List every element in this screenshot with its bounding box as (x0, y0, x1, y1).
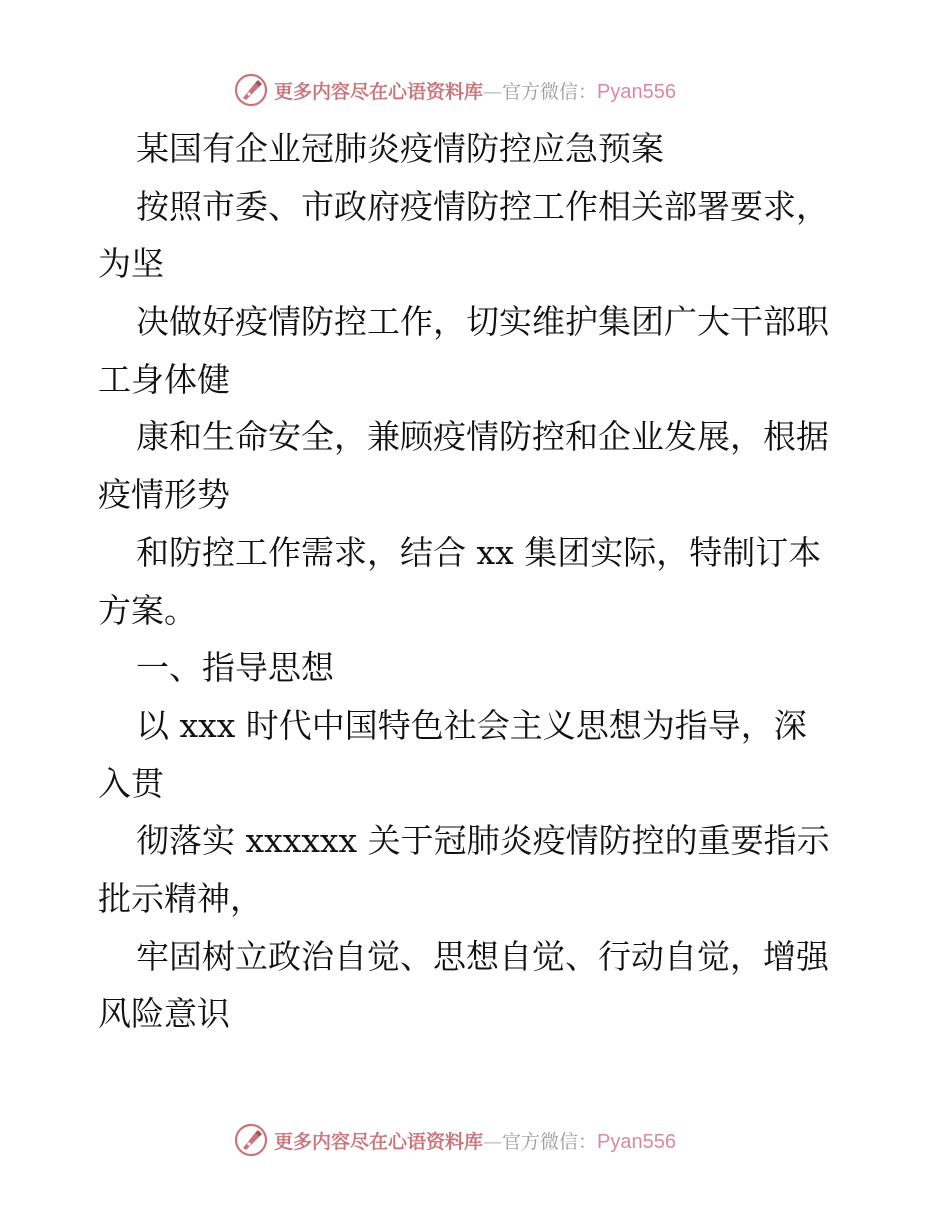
watermark-separator: — (483, 1130, 503, 1153)
watermark-lead-text: 更多内容尽在心语资料库 (274, 80, 484, 103)
doc-line: 批示精神， (98, 878, 263, 918)
watermark-lead-text: 更多内容尽在心语资料库 (274, 1130, 484, 1153)
watermark-tag-text: 官方微信： (502, 1130, 598, 1153)
doc-title: 某国有企业冠肺炎疫情防控应急预案 (136, 129, 664, 168)
doc-line: 康和生命安全，兼顾疫情防控和企业发展，根据 (136, 417, 829, 457)
document-body (98, 120, 858, 1043)
doc-line: 牢固树立政治自觉、思想自觉、行动自觉，增强 (136, 936, 829, 976)
doc-line: 疫情形势 (98, 475, 230, 515)
doc-line: 方案。 (98, 590, 197, 630)
pen-nib-logo-icon (234, 73, 268, 107)
pen-nib-logo-icon (234, 1123, 268, 1157)
doc-line: 决做好疫情防控工作，切实维护集团广大干部职 (136, 302, 829, 342)
doc-line: 和防控工作需求，结合 xx 集团实际，特制订本 (136, 532, 822, 572)
footer-watermark (234, 1122, 676, 1158)
watermark-separator: — (483, 80, 503, 103)
doc-line: 以 xxx 时代中国特色社会主义思想为指导，深 (136, 705, 807, 745)
header-watermark (234, 72, 676, 108)
doc-line: 彻落实 xxxxxx 关于冠肺炎疫情防控的重要指示 (136, 821, 830, 861)
doc-line: 工身体健 (98, 359, 230, 399)
section-heading: 一、指导思想 (136, 648, 334, 688)
doc-line: 入贯 (98, 763, 164, 803)
watermark-id-text: Pyan556 (597, 80, 676, 103)
watermark-tag-text: 官方微信： (502, 80, 598, 103)
watermark-id-text: Pyan556 (597, 1130, 676, 1153)
doc-line: 为坚 (98, 244, 164, 284)
doc-line: 按照市委、市政府疫情防控工作相关部署要求， (136, 186, 829, 226)
doc-line: 风险意识 (98, 994, 230, 1034)
